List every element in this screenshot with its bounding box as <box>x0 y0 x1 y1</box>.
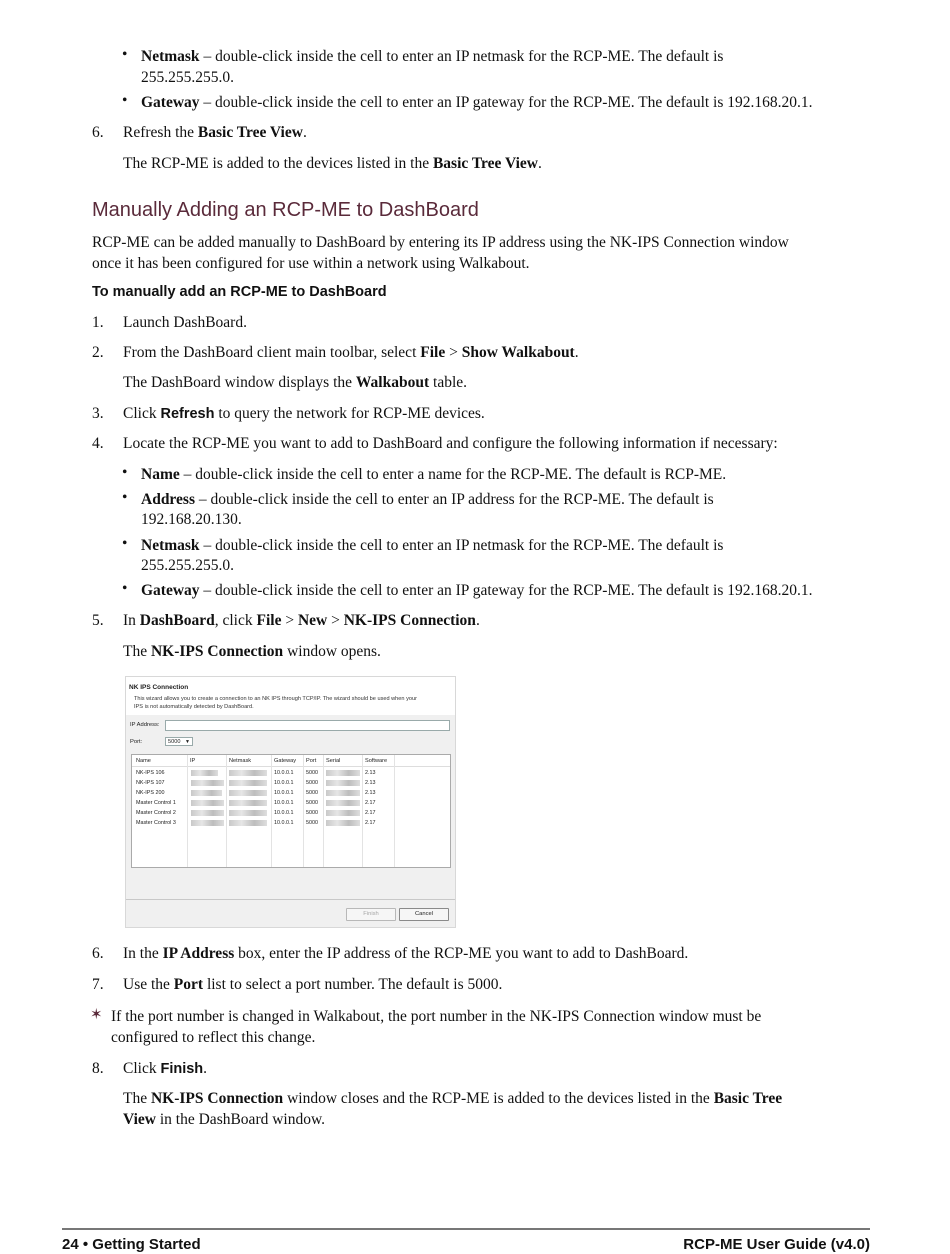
step-bold: IP Address <box>162 945 235 962</box>
bullet-address <box>141 489 714 510</box>
step-number: 5. <box>92 612 104 629</box>
note-star-icon: ✶ <box>90 1007 103 1023</box>
column-divider <box>362 755 363 867</box>
cell-software: 2.13 <box>365 770 376 776</box>
port-label: Port: <box>130 739 143 745</box>
bullet-marker: • <box>122 464 128 481</box>
dialog-separator <box>126 899 455 900</box>
ip-address-input[interactable] <box>165 720 450 731</box>
redacted-ip <box>191 780 224 786</box>
procedure-title: To manually add an RCP-ME to DashBoard <box>92 284 387 300</box>
result-bold: NK-IPS Connection <box>150 1090 284 1107</box>
finish-button[interactable]: Finish <box>346 908 396 921</box>
devices-table <box>131 754 451 868</box>
column-header: Port <box>306 758 317 764</box>
column-divider <box>226 755 227 867</box>
step-text: Refresh the <box>123 124 198 141</box>
step-number: 6. <box>92 945 104 962</box>
step-bold: Show Walkabout <box>461 344 575 361</box>
redacted-serial <box>326 810 360 816</box>
column-header: IP <box>190 758 196 764</box>
cell-name: Master Control 1 <box>136 800 176 806</box>
step-result <box>123 372 467 393</box>
column-divider <box>271 755 272 867</box>
step-text: Click <box>123 1060 161 1077</box>
step-text: to query the network for RCP-ME devices. <box>214 405 485 422</box>
port-value: 5000 <box>168 739 181 745</box>
result-bold: NK-IPS Connection <box>150 643 284 660</box>
column-header: Gateway <box>274 758 297 764</box>
dialog-description: This wizard allows you to create a connection to an NK IPS through TCP/IP. The wizard should be used when your IPS is not automatically detected by DashBoard. <box>134 696 417 710</box>
bullet-name <box>141 464 726 485</box>
step-number: 2. <box>92 344 104 361</box>
column-header: Software <box>365 758 388 764</box>
result-text: . <box>538 155 542 172</box>
result-text: table. <box>429 374 468 391</box>
bullet-continuation: 192.168.20.130. <box>141 511 242 528</box>
cancel-button[interactable]: Cancel <box>399 908 449 921</box>
cell-software: 2.17 <box>365 810 376 816</box>
redacted-netmask <box>229 780 267 786</box>
bullet-text: – double-click inside the cell to enter an IP netmask for the RCP-ME. The default is <box>199 48 724 65</box>
cell-port: 5000 <box>306 790 318 796</box>
redacted-serial <box>326 820 360 826</box>
result-text: window closes and the RCP-ME is added to the devices listed in the <box>283 1090 714 1107</box>
step-bold: DashBoard <box>139 612 215 629</box>
redacted-serial <box>326 800 360 806</box>
step-result <box>123 641 381 662</box>
footer-rule <box>62 1228 870 1230</box>
redacted-netmask <box>229 770 267 776</box>
bullet-text: – double-click inside the cell to enter an IP netmask for the RCP-ME. The default is <box>199 537 724 554</box>
step-number: 8. <box>92 1060 104 1077</box>
footer-page-section: 24 • Getting Started <box>62 1236 201 1253</box>
step-refresh <box>123 122 307 143</box>
cell-name: Master Control 3 <box>136 820 176 826</box>
note-text: If the port number is changed in Walkabout, the port number in the NK-IPS Connection window must be <box>111 1008 762 1025</box>
bullet-marker: • <box>122 580 128 597</box>
note-text: configured to reflect this change. <box>111 1029 316 1046</box>
step-result <box>123 1109 325 1130</box>
step-text: > <box>445 344 462 361</box>
column-header: Name <box>136 758 151 764</box>
dialog-title: NK IPS Connection <box>129 684 189 691</box>
step-text: > <box>281 612 298 629</box>
redacted-netmask <box>229 790 267 796</box>
step-locate: Locate the RCP-ME you want to add to DashBoard and configure the following information if necessary: <box>123 435 778 452</box>
bullet-continuation: 255.255.255.0. <box>141 557 234 574</box>
step-number: 1. <box>92 314 104 331</box>
step-show-walkabout <box>123 342 579 363</box>
cell-gateway: 10.0.0.1 <box>274 790 294 796</box>
redacted-netmask <box>229 810 267 816</box>
cell-name: Master Control 2 <box>136 810 176 816</box>
cell-gateway: 10.0.0.1 <box>274 800 294 806</box>
bullet-term: Name <box>141 466 180 483</box>
dialog-header <box>126 677 455 715</box>
step-number: 3. <box>92 405 104 422</box>
result-bold: Walkabout <box>355 374 430 391</box>
nk-ips-connection-dialog <box>125 676 456 928</box>
redacted-ip <box>191 770 218 776</box>
step-launch: Launch DashBoard. <box>123 314 247 331</box>
column-header: Netmask <box>229 758 252 764</box>
step-text: list to select a port number. The default is 5000. <box>203 976 503 993</box>
step-select-port <box>123 974 502 995</box>
bullet-term: Gateway <box>141 94 200 111</box>
redacted-ip <box>191 790 222 796</box>
bullet-text: – double-click inside the cell to enter an IP gateway for the RCP-ME. The default is 192.168.20.1. <box>199 94 813 111</box>
result-text: window opens. <box>283 643 381 660</box>
bullet-term: Netmask <box>141 537 200 554</box>
cell-port: 5000 <box>306 770 318 776</box>
cell-name: NK-IPS 107 <box>136 780 165 786</box>
bullet-gateway <box>141 580 813 601</box>
cell-port: 5000 <box>306 820 318 826</box>
cell-gateway: 10.0.0.1 <box>274 820 294 826</box>
port-select[interactable] <box>165 737 193 746</box>
step-text: Click <box>123 405 161 422</box>
step-text: . <box>203 1060 208 1077</box>
step-enter-ip <box>123 943 688 964</box>
cell-name: NK-IPS 200 <box>136 790 165 796</box>
bullet-marker: • <box>122 535 128 552</box>
result-text: The <box>123 643 151 660</box>
column-divider <box>187 755 188 867</box>
step-number: 4. <box>92 435 104 452</box>
step-result <box>123 1088 782 1109</box>
redacted-serial <box>326 780 360 786</box>
cell-software: 2.17 <box>365 800 376 806</box>
bullet-marker: • <box>122 92 128 109</box>
step-text: . <box>574 344 579 361</box>
header-divider <box>132 766 450 767</box>
result-text: The RCP-ME is added to the devices listed in the <box>123 155 433 172</box>
bullet-term: Netmask <box>141 48 200 65</box>
cell-gateway: 10.0.0.1 <box>274 770 294 776</box>
step-text: From the DashBoard client main toolbar, select <box>123 344 421 361</box>
bullet-gateway <box>141 92 813 113</box>
intro-text: once it has been configured for use within a network using Walkabout. <box>92 255 530 272</box>
step-text: . <box>475 612 480 629</box>
redacted-ip <box>191 810 224 816</box>
step-bold: Port <box>173 976 204 993</box>
step-bold: New <box>297 612 328 629</box>
step-bold: NK-IPS Connection <box>343 612 476 629</box>
bullet-continuation: 255.255.255.0. <box>141 69 234 86</box>
cell-gateway: 10.0.0.1 <box>274 810 294 816</box>
step-text: Use the <box>123 976 174 993</box>
bullet-text: – double-click inside the cell to enter an IP address for the RCP-ME. The default is <box>194 491 714 508</box>
redacted-ip <box>191 800 224 806</box>
bullet-netmask <box>141 535 723 556</box>
bullet-text: – double-click inside the cell to enter an IP gateway for the RCP-ME. The default is 192.168.20.1. <box>199 582 813 599</box>
step-new-connection <box>123 610 480 631</box>
step-text: > <box>327 612 344 629</box>
cell-software: 2.13 <box>365 780 376 786</box>
redacted-serial <box>326 770 360 776</box>
step-refresh-query <box>123 403 485 425</box>
result-text: in the DashBoard window. <box>156 1111 326 1128</box>
section-heading: Manually Adding an RCP-ME to DashBoard <box>92 199 479 221</box>
cell-software: 2.13 <box>365 790 376 796</box>
result-text: The DashBoard window displays the <box>123 374 356 391</box>
step-bold: File <box>420 344 446 361</box>
bullet-netmask <box>141 46 723 67</box>
step-click-finish <box>123 1058 207 1080</box>
bullet-marker: • <box>122 46 128 63</box>
result-bold: Basic Tree <box>713 1090 783 1107</box>
step-text: , click <box>214 612 257 629</box>
cell-port: 5000 <box>306 780 318 786</box>
bullet-text: – double-click inside the cell to enter a name for the RCP-ME. The default is RCP-ME. <box>179 466 727 483</box>
result-text: The <box>123 1090 151 1107</box>
bullet-term: Address <box>141 491 195 508</box>
footer-guide-title: RCP-ME User Guide (v4.0) <box>683 1236 870 1253</box>
bullet-marker: • <box>122 489 128 506</box>
ip-address-label: IP Address: <box>130 722 160 728</box>
cell-name: NK-IPS 106 <box>136 770 165 776</box>
intro-text: RCP-ME can be added manually to DashBoard by entering its IP address using the NK-IPS Connection window <box>92 234 789 251</box>
step-number: 7. <box>92 976 104 993</box>
cell-port: 5000 <box>306 810 318 816</box>
column-divider <box>394 755 395 867</box>
cell-software: 2.17 <box>365 820 376 826</box>
step-bold: Basic Tree View <box>197 124 303 141</box>
step-text: . <box>302 124 307 141</box>
step-bold: Finish <box>160 1061 204 1077</box>
chevron-down-icon: ▼ <box>185 739 190 745</box>
step-text: box, enter the IP address of the RCP-ME you want to add to DashBoard. <box>234 945 689 962</box>
step-result <box>123 153 542 174</box>
step-bold: Refresh <box>160 406 215 422</box>
redacted-ip <box>191 820 224 826</box>
redacted-netmask <box>229 820 267 826</box>
column-divider <box>323 755 324 867</box>
redacted-netmask <box>229 800 267 806</box>
redacted-serial <box>326 790 360 796</box>
bullet-term: Gateway <box>141 582 200 599</box>
step-bold: File <box>256 612 282 629</box>
cell-port: 5000 <box>306 800 318 806</box>
result-bold: View <box>123 1111 156 1128</box>
result-bold: Basic Tree View <box>432 155 538 172</box>
step-number: 6. <box>92 124 104 141</box>
column-divider <box>303 755 304 867</box>
cell-gateway: 10.0.0.1 <box>274 780 294 786</box>
step-text: In <box>123 612 140 629</box>
step-text: In the <box>123 945 163 962</box>
column-header: Serial <box>326 758 341 764</box>
